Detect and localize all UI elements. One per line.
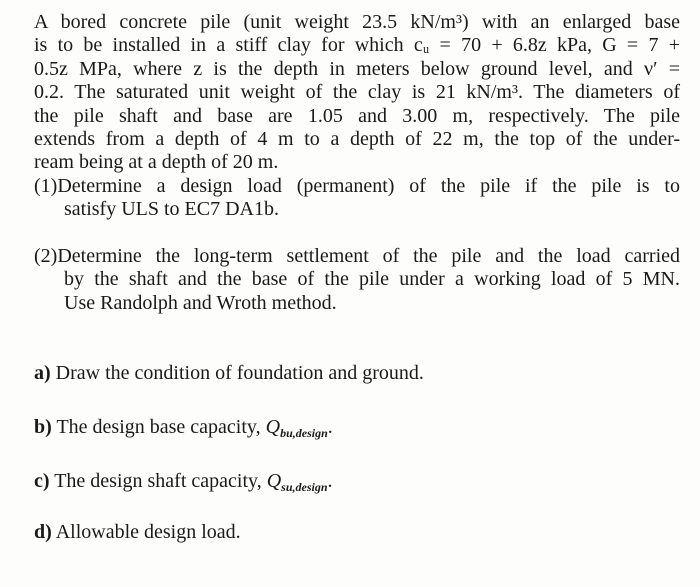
question-symbol: Q [266,470,282,492]
question-end: . [327,470,333,492]
question-label: d) [34,521,52,543]
question-d [34,521,241,544]
problem-line: extends from a depth of 4 m to a depth of 22 m, the top of the under- [34,128,680,151]
question-text: The design shaft capacity, [54,470,267,492]
question-a [34,362,424,385]
question-text: The design base capacity, [56,416,266,438]
question-c [34,470,333,495]
question-subscript: su,design [281,480,328,494]
problem-line: is to be installed in a stiff clay for which cᵤ = 70 + 6.8z kPa, G = 7 + [34,34,680,57]
question-label: b) [34,416,52,438]
question-subscript: bu,design [280,426,328,440]
question-label: c) [34,470,50,492]
problem-statement [34,11,680,175]
question-text: Draw the condition of foundation and ground. [55,362,424,384]
question-end: . [327,416,333,438]
problem-line: ream being at a depth of 20 m. [34,151,279,174]
question-label: a) [34,362,51,384]
problem-line: 0.2. The saturated unit weight of the clay is 21 kN/m³. The diameters of [34,81,680,104]
question-text: Allowable design load. [55,521,241,543]
problem-line: A bored concrete pile (unit weight 23.5 kN/m³) with an enlarged base [34,11,680,33]
question-symbol: Q [265,416,281,438]
part-1 [34,175,680,222]
part-2 [34,245,680,315]
part-2-line: by the shaft and the base of the pile under a working load of 5 MN. [64,268,680,291]
part-1-line: (1)Determine a design load (permanent) of the pile if the pile is to [34,175,680,197]
question-b [34,416,333,441]
part-1-line: satisfy ULS to EC7 DA1b. [64,198,279,221]
problem-line: 0.5z MPa, where z is the depth in meters below ground level, and ν′ = [34,57,680,80]
part-2-line: (2)Determine the long-term settlement of the pile and the load carried [34,245,680,267]
part-2-line: Use Randolph and Wroth method. [64,291,337,314]
problem-line: the pile shaft and base are 1.05 and 3.00 m, respectively. The pile [34,104,680,127]
